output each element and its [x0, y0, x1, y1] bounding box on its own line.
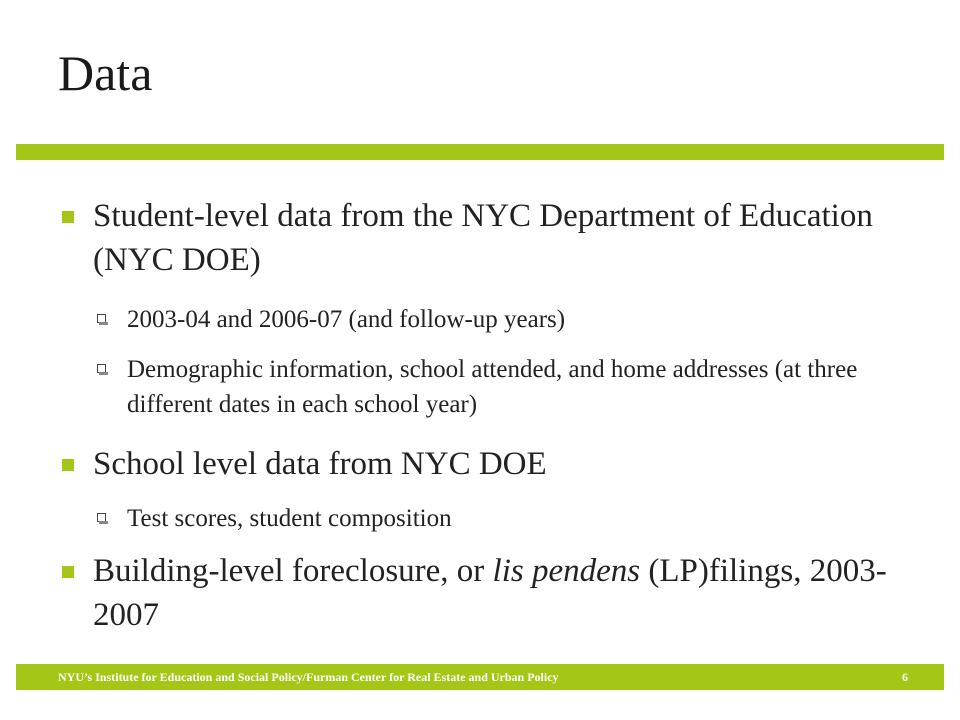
bullet-text-school-data: School level data from NYC DOE	[93, 446, 547, 482]
sub-bullet-box-icon	[97, 513, 106, 522]
sub-bullet-box-icon	[97, 364, 106, 373]
bullet-square-icon	[62, 459, 74, 471]
bullet-square-icon	[62, 566, 74, 578]
footer-bar	[16, 664, 944, 690]
slide-title: Data	[58, 45, 153, 101]
sub-bullet-text-years: 2003-04 and 2006-07 (and follow-up years)	[127, 306, 566, 333]
footer-institution-text: NYU’s Institute for Education and Social Policy/Furman Center for Real Estate and Urban Policy	[58, 670, 559, 684]
foreclosure-text-before: Building-level foreclosure, or	[93, 553, 493, 589]
bullet-text-student-data: Student-level data from the NYC Department of Education (NYC DOE)	[93, 198, 873, 278]
foreclosure-text-after: (LP)filings, 2003-2007	[93, 553, 887, 633]
sub-bullet-box-icon	[97, 314, 106, 323]
bullet-square-icon	[62, 211, 74, 223]
sub-bullet-text-test-scores: Test scores, student composition	[127, 505, 452, 532]
page-number: 6	[902, 670, 908, 684]
sub-bullet-text-demographics: Demographic information, school attended, and home addresses (at three different dates in each school year)	[127, 356, 858, 418]
lis-pendens-italic: lis pendens	[492, 553, 641, 589]
bullet-text-foreclosure	[93, 549, 913, 637]
